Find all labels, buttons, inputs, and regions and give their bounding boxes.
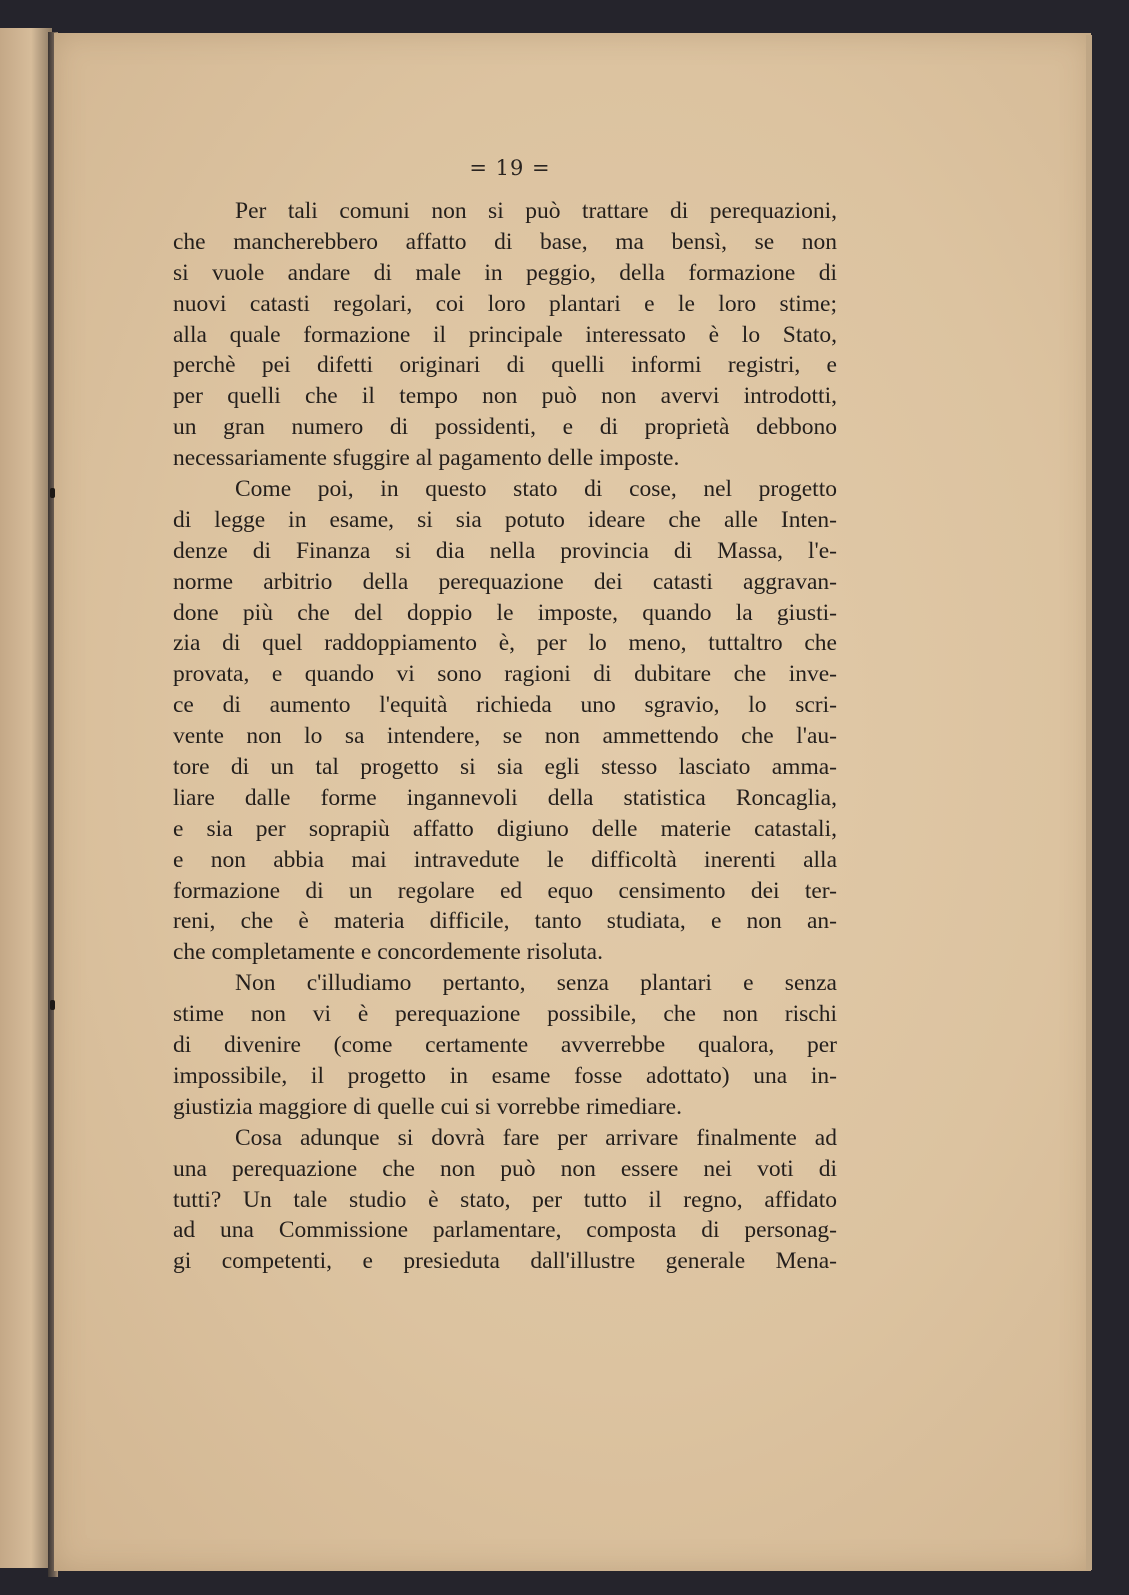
text-line: per quelli che il tempo non può non avervi introdotti,	[173, 383, 837, 410]
text-line: zia di quel raddoppiamento è, per lo meno, tuttaltro che	[173, 630, 837, 657]
text-line: Cosa adunque si dovrà fare per arrivare finalmente ad	[235, 1124, 837, 1151]
margin-mark	[50, 488, 55, 498]
text-line: perchè pei difetti originari di quelli informi registri, e	[173, 352, 837, 379]
text-line: stime non vi è perequazione possibile, che non rischi	[173, 1001, 837, 1028]
text-line: necessariamente sfuggire al pagamento delle imposte.	[173, 445, 680, 472]
text-line: di legge in esame, si sia potuto ideare che alle Inten-	[173, 506, 837, 533]
text-line: impossibile, il progetto in esame fosse adottato) una in-	[173, 1062, 837, 1089]
text-line: Per tali comuni non si può trattare di perequazioni,	[235, 198, 837, 224]
facing-page-edge	[0, 28, 52, 1568]
page-number: = 19 =	[469, 156, 551, 180]
text-line: Come poi, in questo stato di cose, nel progetto	[235, 476, 837, 503]
text-line: norme arbitrio della perequazione dei catasti aggravan-	[173, 568, 837, 595]
text-line: e sia per soprapiù affatto digiuno delle materie catastali,	[173, 815, 837, 842]
text-line: di divenire (come certamente avverrebbe qualora, per	[173, 1032, 837, 1059]
text-line: denze di Finanza si dia nella provincia di Massa, l'e-	[173, 537, 837, 564]
text-line: che completamente e concordemente risoluta.	[173, 939, 603, 966]
text-line: ad una Commissione parlamentare, composta di personag-	[173, 1217, 837, 1244]
text-line: alla quale formazione il principale interessato è lo Stato,	[173, 321, 837, 348]
text-line: gi competenti, e presieduta dall'illustre generale Mena-	[173, 1248, 837, 1275]
text-line: tutti? Un tale studio è stato, per tutto il regno, affidato	[173, 1186, 837, 1213]
text-line: tore di un tal progetto si sia egli stesso lasciato amma-	[173, 754, 837, 781]
text-line: una perequazione che non può non essere nei voti di	[173, 1155, 837, 1182]
text-line: giustizia maggiore di quelle cui si vorrebbe rimediare.	[173, 1093, 682, 1120]
text-line: un gran numero di possidenti, e di proprietà debbono	[173, 414, 837, 441]
text-line: nuovi catasti regolari, coi loro plantari e le loro stime;	[173, 290, 837, 317]
text-line: formazione di un regolare ed equo censimento dei ter-	[173, 877, 837, 904]
margin-mark	[50, 1000, 55, 1010]
page-edge	[1086, 35, 1092, 1570]
text-line: done più che del doppio le imposte, quando la giusti-	[173, 599, 837, 626]
text-line: si vuole andare di male in peggio, della formazione di	[173, 259, 837, 286]
text-line: Non c'illudiamo pertanto, senza plantari e senza	[235, 970, 837, 997]
text-line: liare dalle forme ingannevoli della statistica Roncaglia,	[173, 784, 837, 811]
body-text	[173, 196, 837, 1277]
text-line: vente non lo sa intendere, se non ammettendo che l'au-	[173, 723, 837, 750]
text-line: reni, che è materia difficile, tanto studiata, e non an-	[173, 908, 837, 935]
text-line: che mancherebbero affatto di base, ma bensì, se non	[173, 228, 837, 255]
text-line: provata, e quando vi sono ragioni di dubitare che inve-	[173, 661, 837, 688]
text-line: e non abbia mai intravedute le difficoltà inerenti alla	[173, 846, 837, 873]
text-line: ce di aumento l'equità richieda uno sgravio, lo scri-	[173, 692, 837, 719]
